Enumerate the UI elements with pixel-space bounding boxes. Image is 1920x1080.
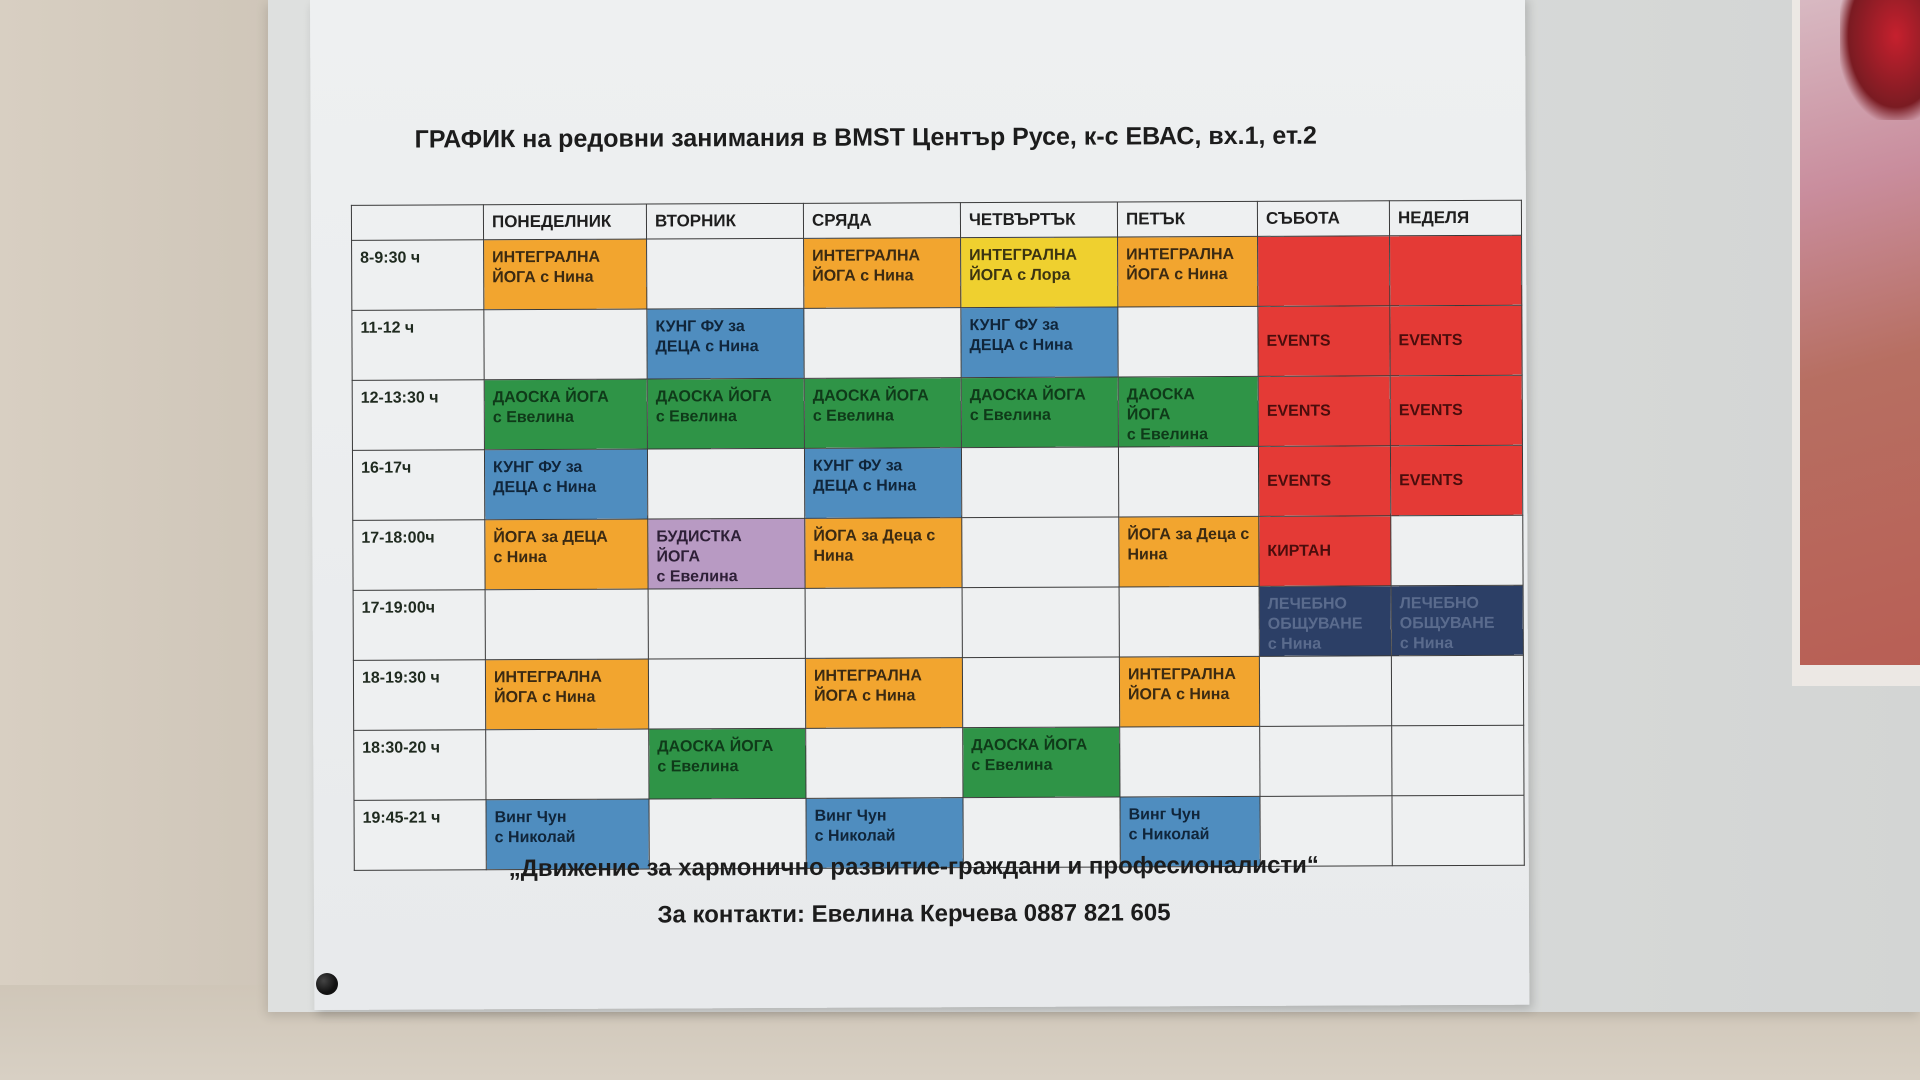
time-slot-label: 8-9:30 ч bbox=[352, 240, 484, 311]
schedule-cell bbox=[485, 519, 648, 590]
class-label: EVENTS bbox=[1266, 402, 1331, 420]
table-row bbox=[352, 235, 1522, 310]
schedule-cell bbox=[648, 518, 805, 589]
time-slot-label: 17-19:00ч bbox=[353, 590, 485, 661]
poster-title: ГРАФИК на редовни занимания в BMST Център Русе, к-с ЕВАС, вх.1, ет.2 bbox=[414, 121, 1317, 154]
schedule-cell bbox=[804, 238, 961, 309]
schedule-cell bbox=[648, 588, 805, 659]
class-label: БУДИСТКА ЙОГА с Евелина bbox=[656, 528, 742, 586]
class-label: КИРТАН bbox=[1267, 542, 1332, 560]
schedule-cell bbox=[649, 728, 806, 799]
photo-figure bbox=[1840, 0, 1920, 120]
class-label: ДАОСКА ЙОГА с Евелина bbox=[812, 387, 929, 425]
class-label: ЙОГА за Деца с Нина bbox=[813, 527, 936, 565]
day-header: НЕДЕЛЯ bbox=[1389, 200, 1521, 236]
schedule-cell bbox=[1119, 586, 1259, 657]
class-label: EVENTS bbox=[1399, 471, 1464, 489]
schedule-cell bbox=[1392, 725, 1524, 796]
class-label: ИНТЕГРАЛНА ЙОГА с Нина bbox=[1126, 245, 1235, 284]
class-label: EVENTS bbox=[1398, 331, 1463, 349]
class-label: ЛЕЧЕБНО ОБЩУВАНЕ с Нина bbox=[1399, 594, 1495, 653]
class-label: ЙОГА за ДЕЦА с Нина bbox=[493, 528, 608, 567]
schedule-cell bbox=[1118, 376, 1258, 447]
schedule-cell bbox=[1390, 235, 1522, 306]
class-label: ДАОСКА ЙОГА с Евелина bbox=[969, 386, 1086, 425]
class-label: EVENTS bbox=[1267, 472, 1332, 490]
schedule-cell bbox=[804, 308, 961, 379]
schedule-cell bbox=[1390, 445, 1522, 516]
schedule-cell bbox=[804, 378, 961, 449]
table-row bbox=[354, 725, 1524, 800]
schedule-poster bbox=[310, 0, 1529, 1010]
schedule-cell bbox=[1392, 795, 1524, 866]
class-label: Винг Чун с Николай bbox=[814, 807, 896, 845]
schedule-table bbox=[351, 200, 1525, 871]
day-header: ПЕТЪК bbox=[1117, 201, 1257, 237]
schedule-cell bbox=[804, 448, 961, 519]
class-label: ИНТЕГРАЛНА ЙОГА с Нина bbox=[493, 668, 602, 707]
schedule-cell bbox=[962, 587, 1119, 658]
table-row bbox=[352, 305, 1522, 380]
time-slot-label: 11-12 ч bbox=[352, 310, 484, 381]
class-label: ИНТЕГРАЛНА ЙОГА с Нина bbox=[813, 667, 922, 705]
schedule-cell bbox=[963, 727, 1120, 798]
time-slot-label: 19:45-21 ч bbox=[354, 800, 486, 871]
table-row bbox=[352, 375, 1522, 450]
pushpin bbox=[316, 973, 338, 995]
class-label: ИНТЕГРАЛНА ЙОГА с Нина bbox=[812, 247, 921, 285]
schedule-cell bbox=[1258, 446, 1390, 517]
schedule-cell bbox=[962, 517, 1119, 588]
schedule-cell bbox=[484, 379, 647, 450]
schedule-cell bbox=[805, 588, 962, 659]
class-label: ДАОСКА ЙОГА с Евелина bbox=[657, 737, 774, 776]
class-label: ИНТЕГРАЛНА ЙОГА с Лора bbox=[969, 246, 1078, 285]
schedule-cell bbox=[648, 658, 805, 729]
schedule-cell bbox=[1120, 726, 1260, 797]
schedule-cell bbox=[1391, 655, 1523, 726]
schedule-cell bbox=[1119, 516, 1259, 587]
class-label: Винг Чун с Николай bbox=[494, 808, 576, 847]
class-label: ИНТЕГРАЛНА ЙОГА с Нина bbox=[1127, 665, 1236, 704]
schedule-cell bbox=[1259, 656, 1391, 727]
schedule-cell bbox=[484, 239, 647, 310]
corner-cell bbox=[351, 205, 483, 241]
poster-motto: „Движение за хармонично развитие-граждани и професионалисти“ bbox=[508, 851, 1319, 883]
schedule-cell bbox=[1390, 375, 1522, 446]
class-label: КУНГ ФУ за ДЕЦА с Нина bbox=[813, 457, 917, 495]
schedule-cell bbox=[1390, 305, 1522, 376]
schedule-cell bbox=[1118, 306, 1258, 377]
day-header: ВТОРНИК bbox=[646, 203, 803, 239]
schedule-cell bbox=[805, 658, 962, 729]
class-label: ЛЕЧЕБНО ОБЩУВАНЕ с Нина bbox=[1267, 595, 1363, 653]
class-label: ДАОСКА ЙОГА с Евелина bbox=[492, 388, 609, 427]
schedule-cell bbox=[961, 307, 1118, 378]
class-label: EVENTS bbox=[1398, 401, 1463, 419]
poster-contact: За контакти: Евелина Керчева 0887 821 605 bbox=[657, 899, 1171, 929]
class-label: КУНГ ФУ за ДЕЦА с Нина bbox=[969, 316, 1073, 355]
schedule-cell bbox=[647, 448, 804, 519]
schedule-cell bbox=[485, 589, 648, 660]
table-row bbox=[353, 515, 1523, 590]
day-header: ЧЕТВЪРТЪК bbox=[960, 202, 1117, 238]
day-header: СЪБОТА bbox=[1257, 201, 1389, 237]
schedule-cell bbox=[1259, 586, 1391, 657]
time-slot-label: 16-17ч bbox=[352, 450, 484, 521]
schedule-cell bbox=[1118, 446, 1258, 517]
class-label: ДАОСКА ЙОГА с Евелина bbox=[971, 736, 1088, 775]
schedule-cell bbox=[961, 447, 1118, 518]
table-row bbox=[353, 585, 1523, 660]
schedule-cell bbox=[1119, 656, 1259, 727]
schedule-cell bbox=[805, 518, 962, 589]
schedule-cell bbox=[1391, 585, 1523, 656]
class-label: ДАОСКА ЙОГА с Евелина bbox=[655, 387, 772, 426]
time-slot-label: 18-19:30 ч bbox=[353, 660, 485, 731]
table-row bbox=[353, 655, 1523, 730]
schedule-cell bbox=[1391, 515, 1523, 586]
class-label: КУНГ ФУ за ДЕЦА с Нина bbox=[493, 458, 597, 497]
header-row bbox=[351, 200, 1521, 240]
class-label: ЙОГА за Деца с Нина bbox=[1127, 525, 1250, 564]
schedule-cell bbox=[1260, 726, 1392, 797]
schedule-cell bbox=[1258, 306, 1390, 377]
time-slot-label: 17-18:00ч bbox=[353, 520, 485, 591]
schedule-cell bbox=[1259, 516, 1391, 587]
schedule-cell bbox=[961, 377, 1118, 448]
class-label: EVENTS bbox=[1266, 332, 1331, 350]
schedule-cell bbox=[1258, 236, 1390, 307]
schedule-cell bbox=[961, 237, 1118, 308]
time-slot-label: 18:30-20 ч bbox=[354, 730, 486, 801]
schedule-cell bbox=[484, 449, 647, 520]
schedule-cell bbox=[1118, 236, 1258, 307]
table-row bbox=[352, 445, 1522, 520]
class-label: ДАОСКА ЙОГА с Евелина bbox=[1126, 386, 1209, 444]
schedule-cell bbox=[806, 728, 963, 799]
schedule-cell bbox=[1258, 376, 1390, 447]
time-slot-label: 12-13:30 ч bbox=[352, 380, 484, 451]
schedule-cell bbox=[486, 729, 649, 800]
class-label: КУНГ ФУ за ДЕЦА с Нина bbox=[655, 318, 759, 356]
schedule-body bbox=[352, 235, 1525, 870]
schedule-cell bbox=[647, 238, 804, 309]
class-label: ИНТЕГРАЛНА ЙОГА с Нина bbox=[492, 248, 601, 287]
schedule-cell bbox=[647, 378, 804, 449]
schedule-cell bbox=[484, 309, 647, 380]
class-label: Винг Чун с Николай bbox=[1128, 806, 1210, 844]
day-header: СРЯДА bbox=[803, 203, 960, 239]
schedule-cell bbox=[647, 308, 804, 379]
day-header: ПОНЕДЕЛНИК bbox=[483, 204, 646, 240]
schedule-cell bbox=[485, 659, 648, 730]
schedule-cell bbox=[962, 657, 1119, 728]
